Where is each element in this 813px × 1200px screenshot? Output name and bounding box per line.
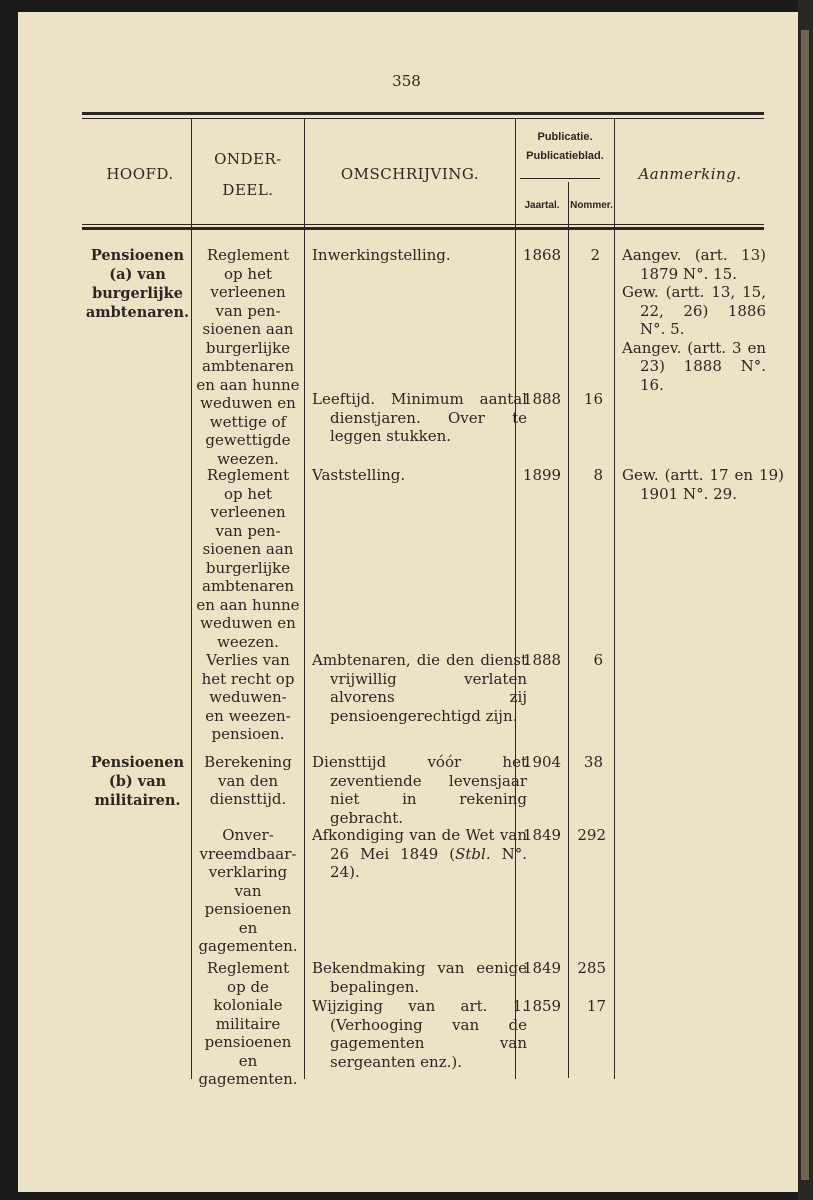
jaartal-1888-a: 1888 [522,390,562,408]
header-publicatieblad: Publicatieblad. [526,150,604,162]
header-nommer: Nommer. [570,200,613,211]
col-divider-3 [515,119,516,1079]
omschrijving-ambtenaren: Ambtenaren, die den dienst vrijwillig verlaten alvorens zij pensioengerechtigd zijn. [312,651,527,725]
header-onderdeel-1: ONDER- [214,150,282,168]
jaartal-1904: 1904 [522,753,562,771]
header-publicatie: Publicatie. [537,131,593,143]
omschrijving-afkondiging: Afkondiging van de Wet van 26 Mei 1849 (Stbl. N°. 24). [312,826,527,881]
omschrijving-diensttijd: Diensttijd vóór het zeventiende levensjaar niet in rekening gebracht. [312,753,527,827]
nommer-285: 285 [577,959,606,977]
onderdeel-reglement-2: Reglement op het verleenen van pen- sioenen aan burgerlijke ambtenaren en aan hunne weduwen en weezen. [196,466,300,651]
jaartal-1868: 1868 [522,246,562,264]
aanmerking-1: Aangev. (art. 13) 1879 N°. 15. Gew. (artt. 13, 15, 22, 26) 1886 N°. 5. Aangev. (artt. 3 en 23) 1888 N°. 16. [622,246,766,394]
aanmerking-2: Gew. (artt. 17 en 19) 1901 N°. 29. [622,466,784,503]
jaartal-1899: 1899 [522,466,562,484]
nommer-16: 16 [583,390,603,408]
page-edge [798,0,813,1200]
jaartal-1849-b: 1849 [522,959,562,977]
onderdeel-onvervreemdbaar: Onver- vreemdbaar- verklaring van pensioenen en gagementen. [198,826,298,955]
omschrijving-wijziging: Wijziging van art. 1. (Verhooging van de gagementen van sergeanten enz.). [312,997,527,1071]
omschrijving-inwerkingstelling: Inwerkingstelling. [312,246,451,264]
top-rule-thin [82,118,764,119]
onderdeel-koloniale: Reglement op de koloniale militaire pensioenen en gagementen. [198,959,298,1088]
nommer-6: 6 [593,651,603,669]
nommer-292: 292 [577,826,606,844]
onderdeel-verlies: Verlies van het recht op weduwen- en weezen- pensioen. [201,651,295,743]
omschrijving-vaststelling: Vaststelling. [312,466,406,484]
nommer-2: 2 [590,246,600,264]
hoofd-section-a: Pensioenen (a) van burgerlijke ambtenaren. [85,247,190,321]
header-omschrijving: OMSCHRIJVING. [340,165,480,183]
header-hoofd: HOOFD. [106,165,174,183]
omschrijving-bekendmaking: Bekendmaking van eenige bepalingen. [312,959,527,996]
header-rule-thin [82,224,764,225]
header-jaartal: Jaartal. [524,200,560,211]
header-rule-thick [82,227,764,230]
nommer-8: 8 [593,466,603,484]
jaartal-1888-b: 1888 [522,651,562,669]
nommer-17: 17 [586,997,606,1015]
publicatie-rule [520,178,600,179]
hoofd-section-b: Pensioenen (b) van militairen. [90,754,185,809]
col-divider-4 [568,182,569,1078]
header-onderdeel-2: DEEL. [222,181,274,199]
col-divider-1 [191,119,192,1079]
nommer-38: 38 [583,753,603,771]
col-divider-5 [614,119,615,1079]
omschrijving-leeftijd: Leeftijd. Minimum aantal dienstjaren. Over te leggen stukken. [312,390,527,445]
top-rule-thick [82,112,764,115]
onderdeel-berekening: Berekening van den diensttijd. [204,753,292,808]
page-number: 358 [392,72,421,90]
onderdeel-reglement-1: Reglement op het verleenen van pen- sioenen aan burgerlijke ambtenaren en aan hunne weduwen en wettige of gewettigde weezen. [196,246,300,468]
jaartal-1859: 1859 [522,997,562,1015]
header-aanmerking: Aanmerking. [638,165,742,183]
col-divider-2 [304,119,305,1079]
jaartal-1849-a: 1849 [522,826,562,844]
